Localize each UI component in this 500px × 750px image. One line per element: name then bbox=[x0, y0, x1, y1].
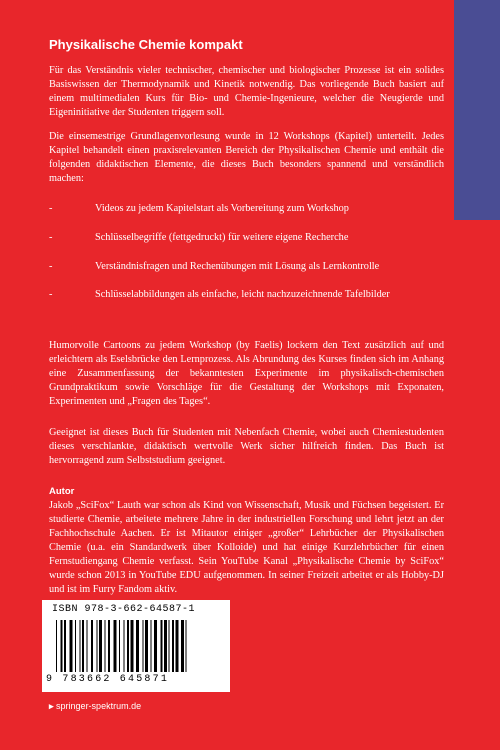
publisher-website[interactable] bbox=[49, 701, 141, 712]
cartoons-paragraph: Humorvolle Cartoons zu jedem Workshop (by Faelis) lockern den Text zusätzlich auf und erleichtern als Eselsbrücke den Lernprozess. Als Abrundung des Kurses finden sich im Anhang eine Zusammenfassung der bekanntesten Experimente im physikalisch-chemischen Grundpraktikum sowie Vorschläge für die Gestaltung der Workshops mit Exponaten, Experimenten und „Fragen des Tages“. bbox=[49, 340, 444, 407]
author-bio: Jakob „SciFox“ Lauth war schon als Kind von Wissenschaft, Musik und Füchsen begeistert. Er studierte Chemie, arbeitete mehrere Jahre in der industriellen Forschung und lehrt jetzt an der Fachhochschule Aachen. Er ist Mitautor einiger „großer“ Lehrbücher der Physikalischen Chemie (u.a. ein Standardwerk über Kolloide) und hat einige Kurzlehrbücher für einen Fernstudiengang Chemie verfasst. Sein YouTube Kanal „Physikalische Chemie by SciFox“ wurde schon 2013 in YouTube EDU aufgenommen. In seiner Freizeit arbeitet er als Hobby-DJ und ist im Furry Fandom aktiv. bbox=[49, 500, 444, 595]
bullet-dash: - bbox=[49, 232, 53, 243]
list-item-text: Schlüsselbegriffe (fettgedruckt) für weitere eigene Recherche bbox=[95, 232, 349, 243]
target-audience-paragraph: Geeignet ist dieses Buch für Studenten mit Nebenfach Chemie, wobei auch Chemiestudenten dieses verschlankte, didaktisch wertvolle Werk sicher hilfreich finden. Das Buch ist hervorragend zum Selbststudium geeignet. bbox=[49, 427, 444, 466]
intro-paragraph: Für das Verständnis vieler technischer, chemischer und biologischer Prozesse ist ein solides Basiswissen der Thermodynamik und Kinetik notwendig. Das vorliegende Buch basiert auf einem multimedialen Kurs für Bio- und Chemie-Ingenieure, welcher die Neugierde und Eigeninitiative der Studenten triggern soll. bbox=[49, 65, 444, 118]
author-heading: Autor bbox=[49, 486, 75, 497]
workshop-paragraph: Die einsemestrige Grundlagenvorlesung wurde in 12 Workshops (Kapitel) unterteilt. Jedes Kapitel behandelt einen praxisrelevanten Bereich der Physikalischen Chemie und enthält die folgenden didaktischen Elemente, die dieses Buch besonders spannend und verständlich machen: bbox=[49, 131, 444, 184]
arrow-icon: ▸ bbox=[49, 701, 54, 711]
page-title: Physikalische Chemie kompakt bbox=[49, 37, 243, 52]
bullet-dash: - bbox=[49, 261, 53, 272]
list-item-text: Videos zu jedem Kapitelstart als Vorbereitung zum Workshop bbox=[95, 203, 349, 214]
ean-digits: 9 783662 645871 bbox=[46, 674, 170, 685]
bullet-dash: - bbox=[49, 289, 53, 300]
barcode bbox=[42, 600, 230, 692]
bullet-dash: - bbox=[49, 203, 53, 214]
side-color-bar bbox=[454, 0, 500, 220]
isbn-label: ISBN 978-3-662-64587-1 bbox=[52, 604, 196, 615]
list-item-text: Verständnisfragen und Rechenübungen mit Lösung als Lernkontrolle bbox=[95, 261, 380, 272]
website-label: springer-spektrum.de bbox=[56, 701, 142, 711]
barcode-bars bbox=[56, 620, 222, 672]
list-item-text: Schlüsselabbildungen als einfache, leicht nachzuzeichnende Tafelbilder bbox=[95, 289, 390, 300]
